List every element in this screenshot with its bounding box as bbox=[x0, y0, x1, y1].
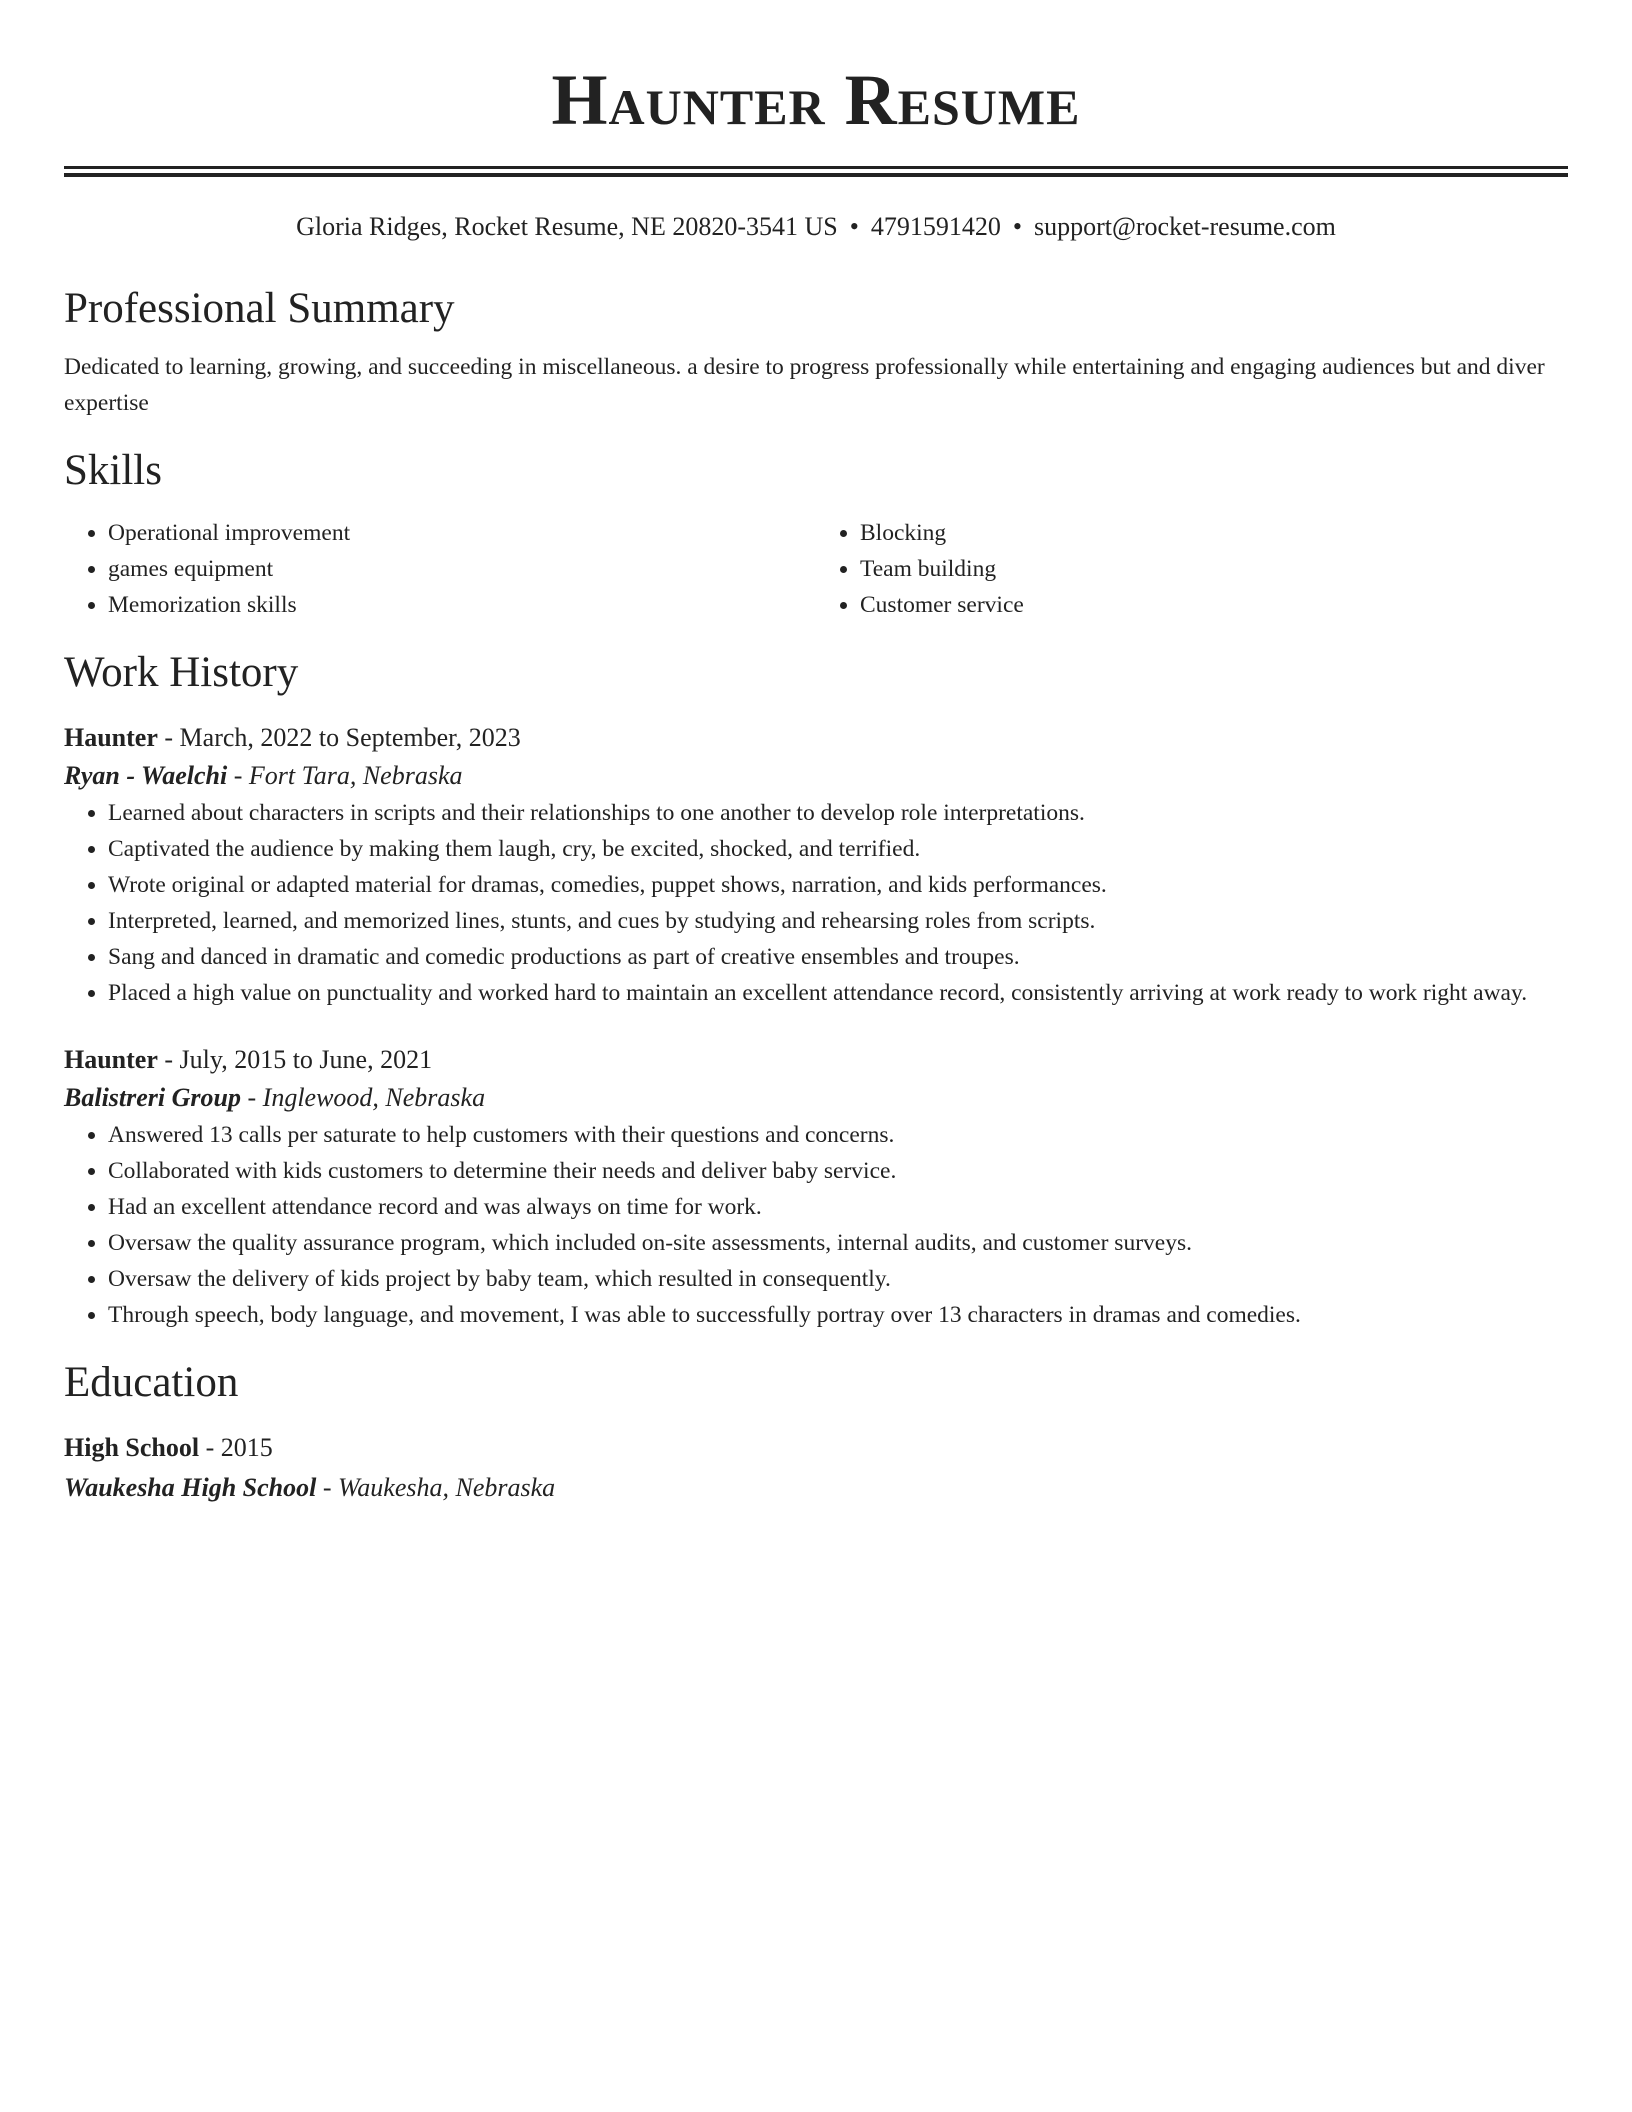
skills-column-left bbox=[64, 515, 816, 623]
job-duty: • Placed a high value on punctuality and worked hard to maintain an excellent attendance record, consistently arriving at work ready to work right away. bbox=[108, 975, 1568, 1011]
skill-item: • games equipment bbox=[108, 551, 816, 587]
job-dates: - March, 2022 to September, 2023 bbox=[157, 723, 521, 752]
job-duty: • Interpreted, learned, and memorized lines, stunts, and cues by studying and rehearsing roles from scripts. bbox=[108, 903, 1568, 939]
education-entry bbox=[64, 1429, 1568, 1507]
skill-item: • Memorization skills bbox=[108, 587, 816, 623]
contact-separator: • bbox=[849, 212, 859, 241]
job-entry bbox=[64, 719, 1568, 1011]
education-heading: Education bbox=[64, 1359, 239, 1406]
job-duty: • Sang and danced in dramatic and comedic productions as part of creative ensembles and troupes. bbox=[108, 939, 1568, 975]
contact-line bbox=[64, 211, 1568, 243]
contact-address: Gloria Ridges, Rocket Resume, NE 20820-3541 US bbox=[296, 212, 838, 241]
job-title: Haunter bbox=[64, 1045, 158, 1074]
graduation-year: - 2015 bbox=[199, 1433, 273, 1462]
job-duty: • Answered 13 calls per saturate to help customers with their questions and concerns. bbox=[108, 1117, 1568, 1153]
skills-column-right bbox=[816, 515, 1568, 623]
job-duty: • Oversaw the quality assurance program, which included on-site assessments, internal audits, and customer surveys. bbox=[108, 1225, 1568, 1261]
job-duty: • Had an excellent attendance record and was always on time for work. bbox=[108, 1189, 1568, 1225]
employer-line bbox=[64, 757, 1568, 795]
job-duty: • Oversaw the delivery of kids project by baby team, which resulted in consequently. bbox=[108, 1261, 1568, 1297]
job-title-line bbox=[64, 719, 1568, 757]
summary-text: Dedicated to learning, growing, and succeeding in miscellaneous. a desire to progress professionally while entertaining and engaging audiences but and diver expertise bbox=[64, 354, 1545, 416]
school-location: - Waukesha, Nebraska bbox=[316, 1473, 556, 1502]
school-name: Waukesha High School bbox=[64, 1473, 317, 1502]
job-duties-list bbox=[64, 1117, 1568, 1333]
skill-item: • Team building bbox=[860, 551, 1568, 587]
employer-name: Balistreri Group bbox=[64, 1083, 241, 1112]
contact-email: support@rocket-resume.com bbox=[1033, 212, 1336, 241]
title-divider bbox=[64, 166, 1568, 177]
resume-title: Haunter Resume bbox=[551, 60, 1081, 140]
contact-phone: 4791591420 bbox=[870, 212, 1001, 241]
job-duty: • Wrote original or adapted material for dramas, comedies, puppet shows, narration, and kids performances. bbox=[108, 867, 1568, 903]
skill-item: • Operational improvement bbox=[108, 515, 816, 551]
degree-line bbox=[64, 1429, 1568, 1467]
job-duty: • Captivated the audience by making them laugh, cry, be excited, shocked, and terrified. bbox=[108, 831, 1568, 867]
job-title: Haunter bbox=[64, 723, 158, 752]
summary-heading: Professional Summary bbox=[64, 285, 455, 332]
work-history-heading: Work History bbox=[64, 649, 299, 696]
job-title-line bbox=[64, 1041, 1568, 1079]
employer-location: - Fort Tara, Nebraska bbox=[227, 761, 463, 790]
school-line bbox=[64, 1469, 1568, 1507]
employer-line bbox=[64, 1079, 1568, 1117]
skill-item: • Customer service bbox=[860, 587, 1568, 623]
job-duties-list bbox=[64, 795, 1568, 1011]
skills-heading: Skills bbox=[64, 447, 162, 494]
job-duty: • Learned about characters in scripts and their relationships to one another to develop role interpretations. bbox=[108, 795, 1568, 831]
job-dates: - July, 2015 to June, 2021 bbox=[157, 1045, 433, 1074]
job-duty: • Collaborated with kids customers to determine their needs and deliver baby service. bbox=[108, 1153, 1568, 1189]
contact-separator: • bbox=[1012, 212, 1022, 241]
skill-item: • Blocking bbox=[860, 515, 1568, 551]
skills-grid bbox=[64, 515, 1568, 623]
employer-name: Ryan - Waelchi bbox=[64, 761, 228, 790]
degree-name: High School bbox=[64, 1433, 200, 1462]
job-duty: • Through speech, body language, and movement, I was able to successfully portray over 13 characters in dramas and comedies. bbox=[108, 1297, 1568, 1333]
job-entry bbox=[64, 1041, 1568, 1333]
employer-location: - Inglewood, Nebraska bbox=[241, 1083, 486, 1112]
